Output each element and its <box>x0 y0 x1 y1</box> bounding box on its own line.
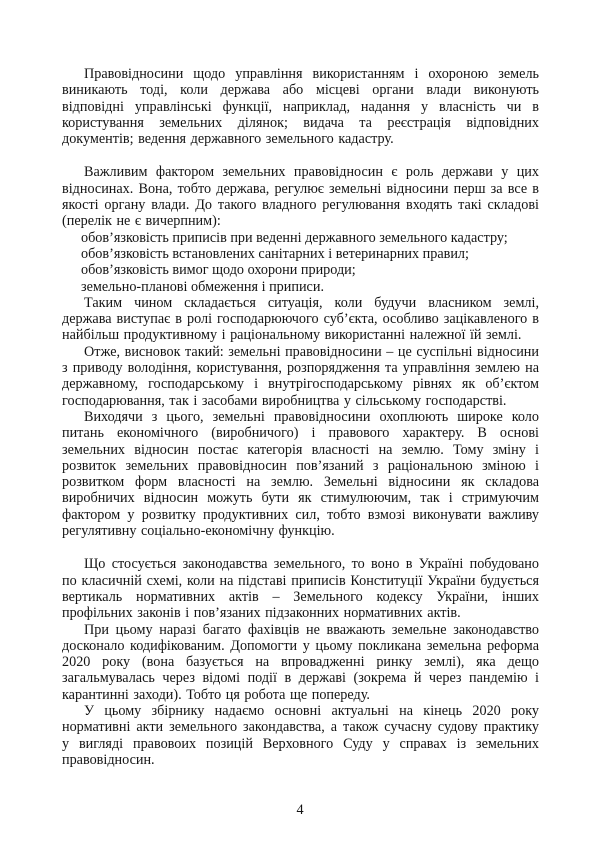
paragraph-owner-situation: Таким чином складається ситуація, коли будучи власником землі, держава виступає в ролі господарюючого суб’єкта, особливо зацікавленого в найбільш продуктивному і раціональному використанні належної їй землі. <box>62 294 539 344</box>
list-item: обов’язковість встановлених санітарних і ветеринарних правил; <box>81 245 469 262</box>
list-item: обов’язковість вимог щодо охорони природи; <box>81 262 356 279</box>
paragraph-reform-2020: При цьому наразі багато фахівців не вважають земельне законодавство досконало кодифікованим. Допомогти у цьому покликана земельна реформа 2020 року (вона базується на впровадженні ринку землі), яка дещо загальмувалась через відомі події в державі (зокрема й через пандемію і карантинні заходи). Тобто ця робота ще попереду. <box>62 621 539 703</box>
section-gap <box>62 539 539 556</box>
paragraph-conclusion: Отже, висновок такий: земельні правовідносини – це суспільні відносини з приводу володіння, користування, розпорядження та управління землею на державному, господарському і внутрігосподарському рівнях як об’єктом господарювання, так і засобами виробництва у сільському господарстві. <box>62 343 539 409</box>
paragraph-scope: Виходячи з цього, земельні правовідносини охоплюють широке коло питань економічного (виробничого) і правового характеру. В основі земельних відносин постає категорія власності на землю. Тому зміну і розвиток земельних правовідносин пов’язаний з раціональною зміною і розвитком форм власності на землю. Земельні відносини як складова виробничих відносин можуть бути як стимулюючим, так і стримуючим фактором у розвитку продуктивних сил, тобто взмозі виконувати важливу регулятивну соціально-економічну функцію. <box>62 408 539 540</box>
page-number: 4 <box>296 802 304 818</box>
section-gap <box>62 147 539 164</box>
paragraph-legislation-scheme: Що стосується законодавства земельного, то воно в Україні побудовано по класичній схемі, коли на підставі приписів Конституції України будується вертикаль нормативних актів – Земельного кодексу України, інших профільних законів і пов’язаних підзаконних нормативних актів. <box>62 556 539 622</box>
list-item: земельно-планові обмеження і приписи. <box>81 278 324 295</box>
paragraph-collection-note: У цьому збірнику надаємо основні актуальні на кінець 2020 року нормативні акти земельного закондавства, а також сучасну судову практику у вигляді правовоих позицій Верховного Суду у справах із земельних правовідносин. <box>62 702 539 768</box>
page-body <box>62 66 539 768</box>
paragraph-state-role: Важливим фактором земельних правовідносин є роль держави у цих відносинах. Вона, тобто держава, регулює земельні відносини перш за все в якості органу влади. До такого владного регулювання входять такі складові (перелік не є вичерпним): <box>62 164 539 230</box>
list-item: обов’язковість приписів при веденні державного земельного кадастру; <box>81 229 508 246</box>
paragraph-intro: Правовідносини щодо управління використанням і охороною земель виникають тоді, коли держава або місцеві органи влади виконують відповідні управлінські функції, наприклад, надання у власність чи в користування земельних ділянок; видача та реєстрація відповідних документів; ведення державного земельного кадастру. <box>62 66 539 148</box>
